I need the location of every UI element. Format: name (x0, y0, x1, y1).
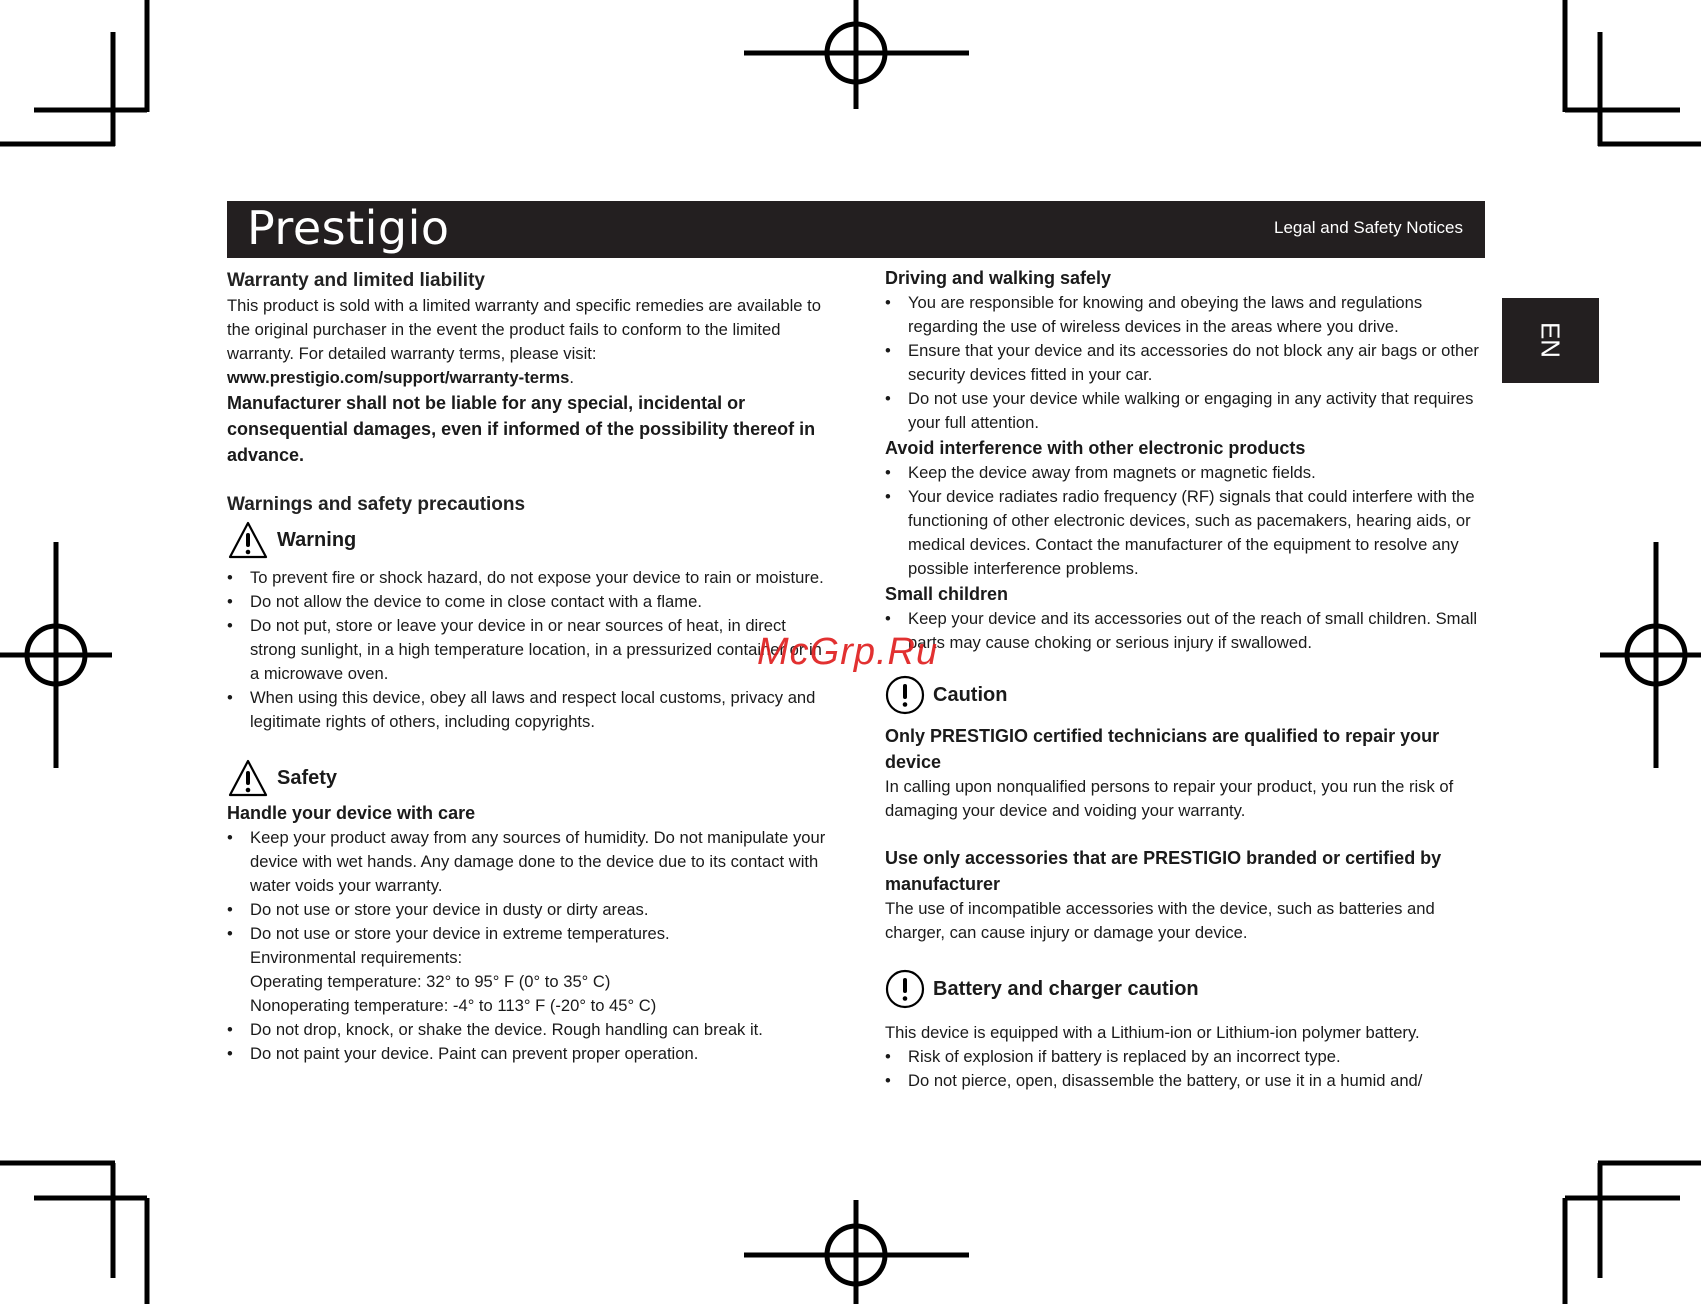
warning-heading (227, 518, 827, 562)
warning-list (227, 566, 827, 734)
list-item: • Keep your product away from any sources of humidity. Do not manipulate your device with wet hands. Any damage done to the device due to its contact with water voids your warranty. (250, 826, 827, 898)
battery-heading (885, 967, 1490, 1011)
list-item: • Do not use your device while walking or engaging in any activity that requires your full attention. (908, 387, 1490, 435)
accessories-heading: Use only accessories that are PRESTIGIO branded or certified by manufacturer (885, 848, 1442, 894)
header-title: Legal and Safety Notices (1273, 218, 1463, 237)
language-label: EN (1535, 321, 1566, 359)
driving-list (885, 291, 1490, 435)
brand-logo: Prestigio (247, 201, 450, 255)
repair-heading: Only PRESTIGIO certified technicians are qualified to repair your device (885, 726, 1440, 772)
safety-label: Safety (277, 767, 338, 789)
list-item: • Risk of explosion if battery is replaced by an incorrect type. (908, 1045, 1490, 1069)
list-item: • To prevent fire or shock hazard, do not expose your device to rain or moisture. (250, 566, 827, 590)
children-list (885, 607, 1490, 655)
list-item: • Ensure that your device and its accessories do not block any air bags or other security devices fitted in your car. (908, 339, 1490, 387)
caution-heading (885, 673, 1490, 717)
list-item: • Keep your device and its accessories out of the reach of small children. Small parts may cause choking or serious injury if swallowed. (908, 607, 1490, 655)
caution-exclamation-icon (885, 675, 925, 715)
warranty-link: www.prestigio.com/support/warranty-terms (227, 368, 570, 387)
list-item: • Do not allow the device to come in close contact with a flame. (250, 590, 827, 614)
battery-exclamation-icon (885, 969, 925, 1009)
liability-statement: Manufacturer shall not be liable for any special, incidental or consequential damages, even if informed of the possibility thereof in advance. (227, 393, 816, 465)
interference-list (885, 461, 1490, 581)
warnings-heading: Warnings and safety precautions (227, 494, 526, 515)
driving-heading: Driving and walking safely (885, 268, 1112, 288)
safety-triangle-icon (227, 758, 269, 798)
list-item: • Your device radiates radio frequency (RF) signals that could interfere with the functioning of other electronic devices, such as pacemakers, hearing aids, or medical devices. Contact the manufacturer of the equipment to resolve any possible interference problems. (908, 485, 1490, 581)
list-item: • Do not paint your device. Paint can prevent proper operation. (250, 1042, 827, 1066)
warranty-heading: Warranty and limited liability (227, 270, 485, 291)
right-column (885, 265, 1490, 1093)
caution-label: Caution (933, 684, 1008, 706)
watermark-text: McGrp.Ru (757, 631, 939, 673)
battery-list (885, 1045, 1490, 1093)
repair-text: In calling upon nonqualified persons to repair your product, you run the risk of damaging your device and voiding your warranty. (885, 777, 1454, 820)
operating-temp: Operating temperature: 32° to 95° F (0° to 35° C) (250, 972, 611, 991)
list-item: • When using this device, obey all laws and respect local customs, privacy and legitimate rights of others, including copyrights. (250, 686, 827, 734)
left-column (227, 268, 827, 1066)
children-heading: Small children (885, 584, 1009, 604)
nonoperating-temp: Nonoperating temperature: -4° to 113° F (-20° to 45° C) (250, 996, 657, 1015)
interference-heading: Avoid interference with other electronic products (885, 438, 1306, 458)
battery-label: Battery and charger caution (933, 978, 1199, 1000)
battery-text: This device is equipped with a Lithium-ion or Lithium-ion polymer battery. (885, 1023, 1420, 1042)
env-requirements: Environmental requirements: (250, 948, 463, 967)
list-item: • Keep the device away from magnets or magnetic fields. (908, 461, 1490, 485)
list-item: • Do not drop, knock, or shake the device. Rough handling can break it. (250, 1018, 827, 1042)
warning-triangle-icon (227, 520, 269, 560)
header-bar (227, 201, 1485, 258)
list-item: • Do not use or store your device in dusty or dirty areas. (250, 898, 827, 922)
list-item: • Do not use or store your device in extreme temperatures. Environmental requirements: Operating temperature: 32° to 95° F (0° to 35° C) Nonoperating temperature: -4° to 113° F (-20° to 45° C) (250, 922, 827, 1018)
handle-heading: Handle your device with care (227, 803, 476, 823)
accessories-text: The use of incompatible accessories with the device, such as batteries and charger, can cause injury or damage your device. (885, 899, 1435, 942)
warning-label: Warning (277, 529, 357, 551)
list-item: • You are responsible for knowing and obeying the laws and regulations regarding the use of wireless devices in the areas where you drive. (908, 291, 1490, 339)
list-item: • Do not put, store or leave your device in or near sources of heat, in direct strong sunlight, in a high temperature location, in a pressurized container or in a microwave oven. (250, 614, 827, 686)
safety-heading (227, 756, 827, 800)
list-item: • Do not pierce, open, disassemble the battery, or use it in a humid and/ (908, 1069, 1490, 1093)
language-tab (1502, 298, 1599, 383)
warranty-text: This product is sold with a limited warranty and specific remedies are available to the original purchaser in the event the product fails to conform to the limited warranty. For detailed warranty terms, please visit: www.prestigio.com/support/warranty-terms. (227, 296, 821, 387)
handle-list (227, 826, 827, 1066)
